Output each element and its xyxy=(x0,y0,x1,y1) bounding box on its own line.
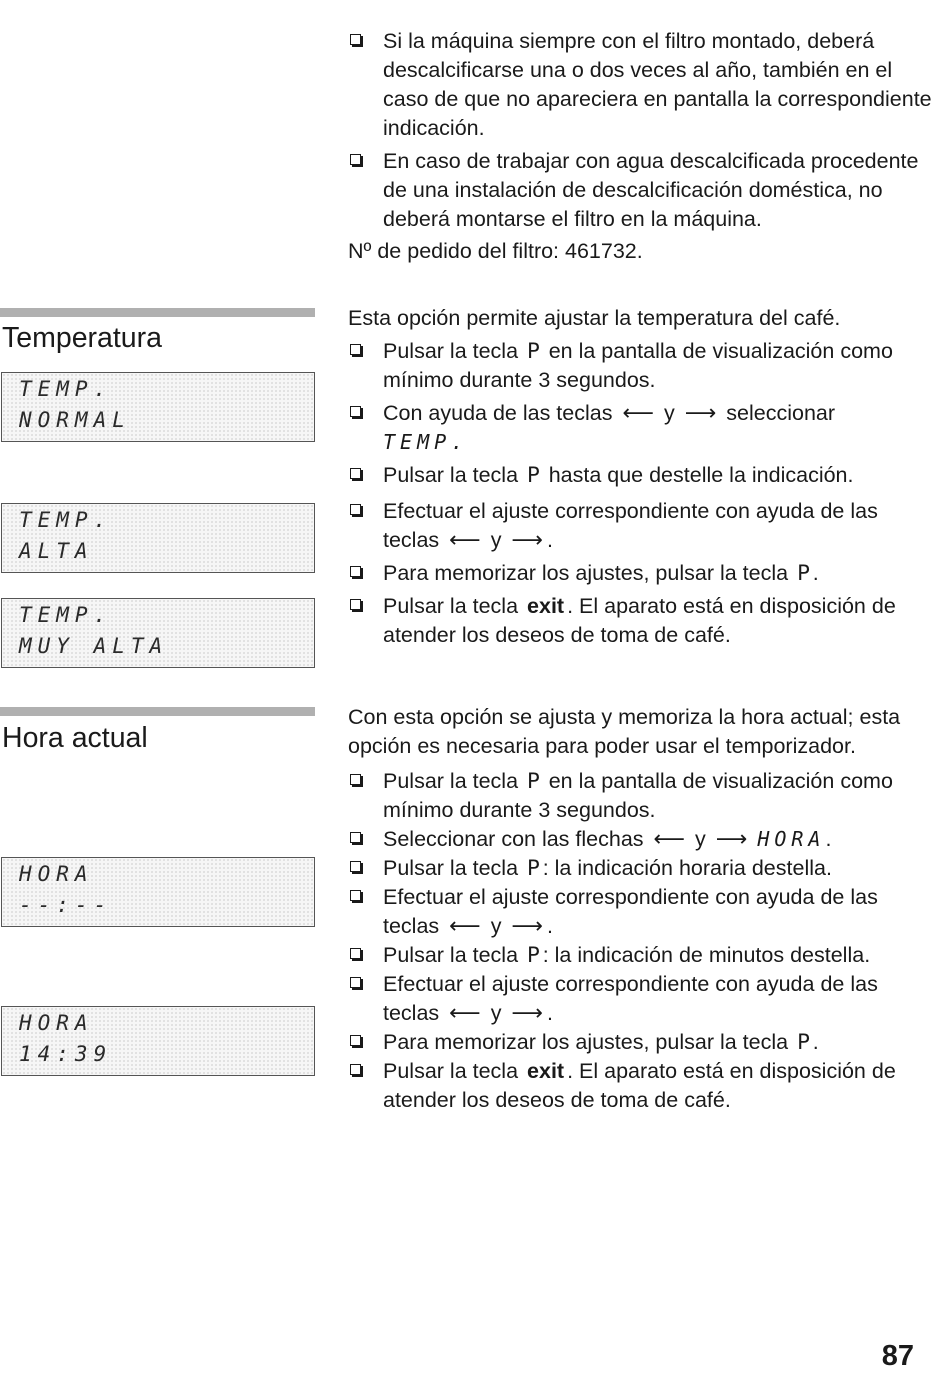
list-item: Pulsar la tecla P : la indicación de minutos destella. xyxy=(348,941,933,970)
list-item: Para memorizar los ajustes, pulsar la tecla P . xyxy=(348,1028,933,1057)
checkbox-bullet-icon xyxy=(350,468,361,479)
list-item: Pulsar la tecla exit . El aparato está en disposición de atender los deseos de toma de café. xyxy=(348,1057,933,1115)
list-item: Pulsar la tecla P en la pantalla de visualización como mínimo durante 3 segundos. xyxy=(348,767,933,825)
filter-notes xyxy=(348,27,933,266)
p-key-icon: P xyxy=(797,561,810,585)
lcd-line: HORA xyxy=(19,1011,94,1035)
display-code: HORA xyxy=(757,827,826,851)
p-key-icon: P xyxy=(527,769,540,793)
arrow-right-icon: ⟶ xyxy=(715,827,748,852)
arrow-left-icon: ⟵ xyxy=(449,528,481,553)
list-item: Pulsar la tecla P : la indicación horaria destella. xyxy=(348,854,933,883)
lcd-line: 14:39 xyxy=(19,1042,113,1066)
list-item: Pulsar la tecla exit . El aparato está en disposición de atender los deseos de toma de café. xyxy=(348,592,933,650)
arrow-right-icon: ⟶ xyxy=(684,401,717,426)
arrow-left-icon: ⟵ xyxy=(653,827,686,852)
list-item: Seleccionar con las flechas ⟵ y ⟶ HORA. xyxy=(348,825,933,854)
checkbox-bullet-icon xyxy=(350,504,361,515)
arrow-right-icon: ⟶ xyxy=(511,914,543,939)
p-key-icon: P xyxy=(797,1030,810,1054)
section-divider xyxy=(0,308,315,317)
p-key-icon: P xyxy=(527,943,540,967)
arrow-left-icon: ⟵ xyxy=(622,401,655,426)
list-item: Pulsar la tecla P hasta que destelle la indicación. xyxy=(348,461,933,490)
lcd-line: ALTA xyxy=(19,539,94,563)
checkbox-bullet-icon xyxy=(350,977,361,988)
checkbox-bullet-icon xyxy=(350,1064,361,1075)
page-number: 87 xyxy=(881,1340,914,1372)
list-item: Efectuar el ajuste correspondiente con ayuda de las teclas ⟵ y ⟶ . xyxy=(348,497,933,555)
lcd-display xyxy=(1,503,315,573)
list-item: Pulsar la tecla P en la pantalla de visualización como mínimo durante 3 segundos. xyxy=(348,337,933,395)
hora-instructions xyxy=(348,703,933,1115)
checkbox-bullet-icon xyxy=(350,566,361,577)
section-title-hora-actual: Hora actual xyxy=(2,722,148,754)
lcd-line: TEMP. xyxy=(19,603,113,627)
list-item: Con ayuda de las teclas ⟵ y ⟶ seleccionar TEMP. xyxy=(348,399,933,457)
p-key-icon: P xyxy=(527,463,540,487)
checkbox-bullet-icon xyxy=(350,861,361,872)
section-title-temperatura: Temperatura xyxy=(2,322,162,354)
lcd-line: --:-- xyxy=(19,893,113,917)
list-item: Efectuar el ajuste correspondiente con ayuda de las teclas ⟵ y ⟶ . xyxy=(348,883,933,941)
arrow-left-icon: ⟵ xyxy=(449,914,481,939)
p-key-icon: P xyxy=(527,856,540,880)
checkbox-bullet-icon xyxy=(350,890,361,901)
display-code: TEMP. xyxy=(383,430,469,454)
arrow-left-icon: ⟵ xyxy=(449,1001,481,1026)
exit-key-icon: exit xyxy=(527,594,565,618)
checkbox-bullet-icon xyxy=(350,34,361,45)
checkbox-bullet-icon xyxy=(350,1035,361,1046)
lcd-line: NORMAL xyxy=(19,408,131,432)
checkbox-bullet-icon xyxy=(350,948,361,959)
arrow-right-icon: ⟶ xyxy=(511,1001,543,1026)
filter-order-number: Nº de pedido del filtro: 461732. xyxy=(348,239,643,263)
section-divider xyxy=(0,707,315,716)
lcd-line: HORA xyxy=(19,862,94,886)
lcd-display xyxy=(1,1006,315,1076)
checkbox-bullet-icon xyxy=(350,599,361,610)
exit-key-icon: exit xyxy=(527,1059,565,1083)
list-item: En caso de trabajar con agua descalcificada procedente de una instalación de descalcificación doméstica, no deberá montarse el filtro en la máquina. xyxy=(348,147,933,234)
list-item: Si la máquina siempre con el filtro montado, deberá descalcificarse una o dos veces al año, también en el caso de que no apareciera en pantalla la correspondiente indicación. xyxy=(348,27,933,143)
checkbox-bullet-icon xyxy=(350,832,361,843)
lcd-line: MUY ALTA xyxy=(19,634,169,658)
section-intro: Con esta opción se ajusta y memoriza la hora actual; esta opción es necesaria para poder usar el temporizador. xyxy=(348,705,901,758)
lcd-display xyxy=(1,372,315,442)
lcd-line: TEMP. xyxy=(19,508,113,532)
arrow-right-icon: ⟶ xyxy=(511,528,543,553)
p-key-icon: P xyxy=(527,339,540,363)
checkbox-bullet-icon xyxy=(350,774,361,785)
list-item: Para memorizar los ajustes, pulsar la tecla P . xyxy=(348,559,933,588)
temperatura-instructions xyxy=(348,304,933,650)
checkbox-bullet-icon xyxy=(350,154,361,165)
checkbox-bullet-icon xyxy=(350,406,361,417)
lcd-display xyxy=(1,598,315,668)
lcd-display xyxy=(1,857,315,927)
section-intro: Esta opción permite ajustar la temperatura del café. xyxy=(348,306,841,330)
lcd-line: TEMP. xyxy=(19,377,113,401)
checkbox-bullet-icon xyxy=(350,344,361,355)
list-item: Efectuar el ajuste correspondiente con ayuda de las teclas ⟵ y ⟶ . xyxy=(348,970,933,1028)
